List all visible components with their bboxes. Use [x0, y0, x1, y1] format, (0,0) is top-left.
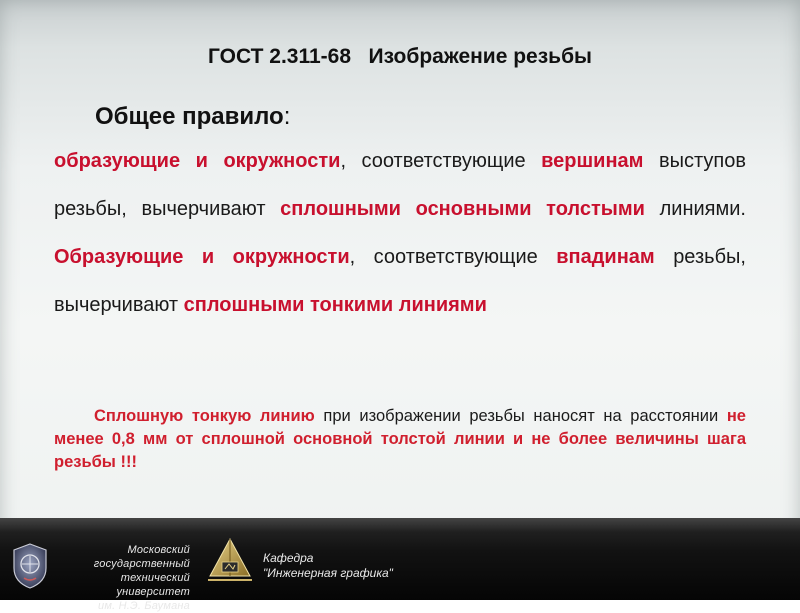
department-line: "Инженерная графика": [263, 566, 393, 580]
body-text-run: , соответствующие: [349, 246, 557, 268]
body-text-run: , соответствующие: [340, 150, 542, 172]
footer-shine: [0, 518, 800, 532]
note-text-run: при изображении резьбы наносят на расстоянии: [314, 407, 727, 425]
emphasis-text: впадинам: [556, 246, 655, 268]
emphasis-text: Образующие и окружности: [54, 246, 350, 268]
university-emblem-icon: [10, 542, 50, 590]
rule-heading: [95, 103, 290, 131]
emphasis-text: образующие и окружности: [54, 150, 341, 172]
university-name: [62, 543, 190, 613]
department-name: [263, 551, 393, 581]
note-paragraph: [54, 405, 746, 474]
note-emphasis: Сплошную тонкую линию: [94, 407, 315, 425]
university-line: им. Н.Э. Баумана: [98, 600, 190, 612]
university-line: технический университет: [116, 572, 190, 598]
body-text-run: выступов резьбы, вычерчивают: [54, 150, 746, 220]
rule-body-paragraph: [54, 137, 746, 329]
slide-title: ГОСТ 2.311-68 Изображение резьбы: [208, 45, 592, 68]
department-logo-icon: [204, 536, 256, 586]
emphasis-text: сплошными основными толстыми: [280, 198, 645, 220]
body-text-run: резьбы, вычерчивают: [54, 246, 746, 316]
rule-heading-colon: :: [283, 103, 291, 130]
department-line: Кафедра: [263, 551, 314, 565]
emphasis-text: вершинам: [541, 150, 644, 172]
emphasis-text: сплошными тонкими линиями: [183, 294, 487, 316]
note-emphasis: не менее 0,8 мм от сплошной основной толстой линии и не более величины шага резьбы !!!: [54, 407, 746, 471]
body-text-run: линиями.: [644, 198, 746, 220]
university-line: Московский государственный: [93, 544, 190, 570]
rule-heading-text: Общее правило: [95, 103, 284, 130]
